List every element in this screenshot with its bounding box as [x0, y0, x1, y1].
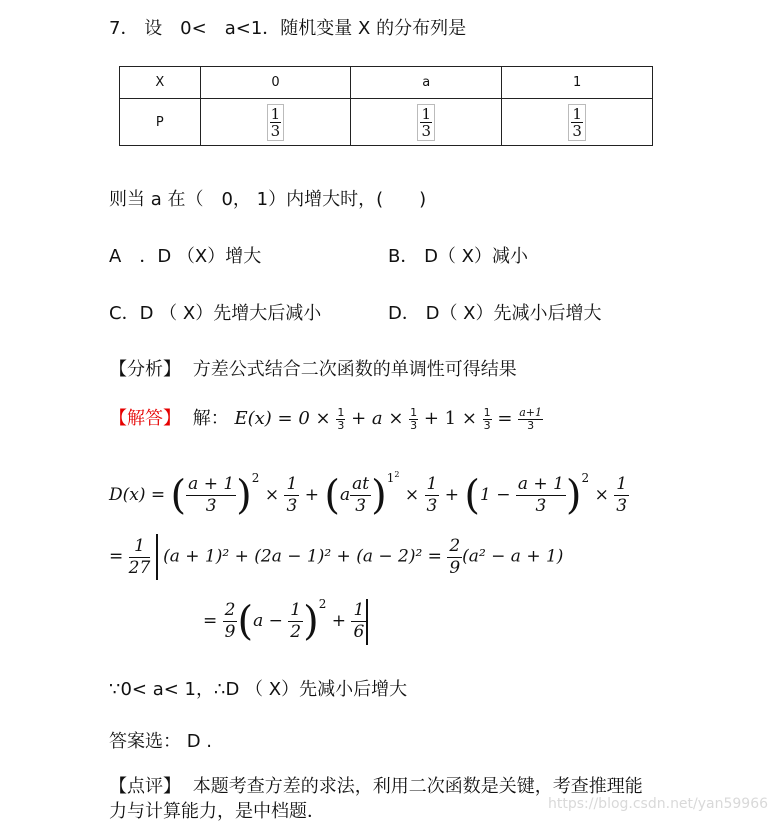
fraction: $\frac{at}{3}$ — [352, 474, 370, 516]
option-b: B． D（ X）减小 — [388, 246, 528, 267]
plus: + — [444, 485, 459, 505]
table-cell: X — [120, 67, 201, 99]
solution-tag: 【解答】 — [109, 408, 181, 429]
conclusion: ∵0< a< 1，∴D （ X）先减小后增大 — [109, 679, 408, 700]
review-text-1: 本题考查方差的求法，利用二次函数是关键，考查推理能 — [192, 776, 643, 797]
fraction: $\frac{1}{3}$ — [616, 474, 628, 516]
exponent: 2 — [581, 471, 590, 485]
bracket-left — [156, 534, 158, 580]
table-cell — [351, 99, 502, 146]
exponent: 2 — [318, 597, 327, 611]
variance-line-2 — [109, 534, 563, 580]
exponent: 12 — [386, 470, 400, 485]
equals: = — [203, 611, 218, 631]
expectation-term: + 1 × — [423, 408, 477, 429]
table-cell — [200, 99, 351, 146]
fraction: $\frac{2}{9}$ — [449, 535, 461, 578]
table-cell: 0 — [200, 67, 351, 99]
question-number: 7． — [109, 18, 139, 39]
fraction: $\frac{2}{9}$ — [224, 600, 236, 642]
question-prompt: 则当 a 在（ 0， 1）内增大时，( ) — [109, 189, 427, 210]
fraction: $\frac{1}{3}$ — [483, 405, 491, 432]
variance-line-1: D(x) = ( $\frac{a + 1}{3}$ )$^2$ × $\frac{1}{3}$ + (a $\frac{at}{3}$ )$^{1^2}$ × $\frac{1}{3}$ + (1 − $\frac{a + 1}{3}$ )$^2$ × $\frac{1}{3}$ — [109, 470, 628, 519]
answer: 答案选： D . — [109, 731, 213, 752]
fraction: $\frac{1}{27}$ — [128, 535, 151, 578]
equals: = — [497, 408, 513, 429]
exponent: 2 — [251, 471, 260, 485]
table-row — [120, 67, 653, 99]
table-cell: 1 — [502, 67, 653, 99]
minus: − — [496, 485, 511, 505]
plus: + — [304, 485, 319, 505]
watermark: https://blog.csdn.net/yan59966 — [548, 796, 769, 812]
times: × — [264, 485, 280, 505]
option-c: C．D （ X）先增大后减小 — [109, 303, 322, 324]
probability-fraction: $\frac{1}{3}$ — [417, 104, 435, 141]
fraction: $\frac{1}{6}$ — [353, 600, 365, 642]
probability-fraction: $\frac{1}{3}$ — [267, 104, 285, 141]
variance-label: D(x) = — [109, 485, 166, 505]
expectation-term: + a × — [351, 408, 404, 429]
fraction: $\frac{1}{2}$ — [290, 600, 302, 642]
solution-lead: 解： — [192, 408, 229, 429]
fraction: $\frac{a + 1}{3}$ — [188, 474, 235, 516]
table-cell: a — [351, 67, 502, 99]
review-tag: 【点评】 — [109, 776, 181, 797]
fraction: $\frac{a+1}{3}$ — [519, 405, 543, 432]
probability-fraction: $\frac{1}{3}$ — [568, 104, 586, 141]
variance-simplified: (a² − a + 1) — [462, 546, 564, 567]
question-text-a: 设 0< a<1．随机变量 — [144, 18, 353, 39]
option-d: D． D（ X）先减小后增大 — [388, 303, 602, 324]
fraction: $\frac{1}{3}$ — [286, 474, 298, 516]
question-text-b: 的分布列是 — [376, 18, 467, 39]
fraction: $\frac{1}{3}$ — [410, 405, 418, 432]
solution-expected-value — [109, 404, 543, 432]
times: × — [404, 485, 420, 505]
analysis — [109, 355, 517, 381]
vertex-term: a − — [253, 611, 283, 631]
variance-expansion: (a + 1)² + (2a − 1)² + (a − 2)² = — [163, 546, 442, 567]
expectation-expr: E(x) = 0 × — [234, 408, 331, 429]
fraction: $\frac{1}{3}$ — [337, 405, 345, 432]
times: × — [594, 485, 609, 505]
review-line-1 — [109, 772, 643, 798]
option-a: A ．D （X）增大 — [109, 246, 262, 267]
analysis-tag: 【分析】 — [109, 359, 181, 380]
fraction: $\frac{1}{3}$ — [426, 474, 438, 516]
plus: + — [331, 611, 347, 631]
one: 1 — [480, 485, 491, 505]
variance-line-3: = $\frac{2}{9}$ (a − $\frac{1}{2}$ )$^2$ + $\frac{1}{6}$ — [203, 597, 368, 645]
review-text-2: 力与计算能力，是中档题． — [109, 801, 325, 822]
table-row — [120, 99, 653, 146]
equals: = — [109, 546, 124, 567]
analysis-text: 方差公式结合二次函数的单调性可得结果 — [192, 359, 517, 380]
table-cell — [502, 99, 653, 146]
question-stem — [109, 14, 466, 40]
question-var: X — [358, 18, 371, 39]
distribution-table — [119, 66, 653, 146]
fraction: $\frac{a + 1}{3}$ — [517, 474, 564, 516]
table-cell: P — [120, 99, 201, 146]
bracket-right — [366, 599, 368, 645]
